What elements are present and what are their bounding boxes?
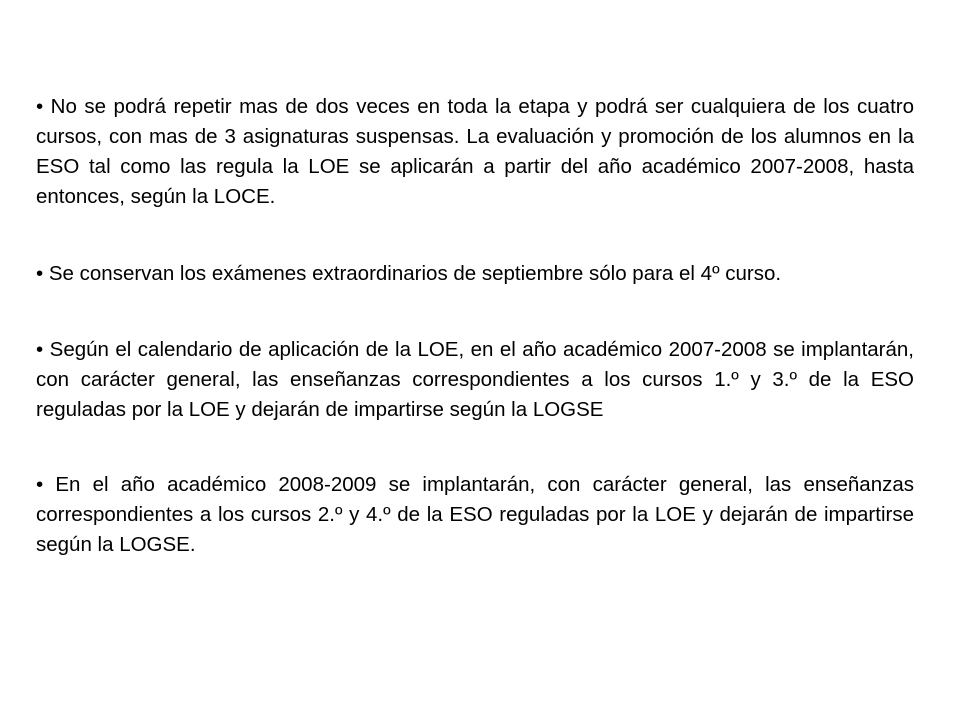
bullet-paragraph-calendar-2008-2009: • En el año académico 2008-2009 se implantarán, con carácter general, las enseñanzas correspondientes a los cursos 2.º y 4.º de la ESO reguladas por la LOE y dejarán de impartirse según la LOGSE.: [36, 473, 914, 556]
bullet-paragraph-repetition-rules: • No se podrá repetir mas de dos veces en toda la etapa y podrá ser cualquiera de los cuatro cursos, con mas de 3 asignaturas suspensas. La evaluación y promoción de los alumnos en la ESO tal como las regula la LOE se aplicarán a partir del año académico 2007-2008, hasta entonces, según la LOCE.: [36, 95, 914, 208]
bullet-paragraph-extraordinary-exams: • Se conservan los exámenes extraordinarios de septiembre sólo para el 4º curso.: [36, 262, 782, 285]
slide-body: [36, 92, 914, 560]
bullet-paragraph-calendar-2007-2008: • Según el calendario de aplicación de la LOE, en el año académico 2007-2008 se implantarán, con carácter general, las enseñanzas correspondientes a los cursos 1.º y 3.º de la ESO reguladas por la LOE y dejarán de impartirse según la LOGSE: [36, 338, 914, 421]
